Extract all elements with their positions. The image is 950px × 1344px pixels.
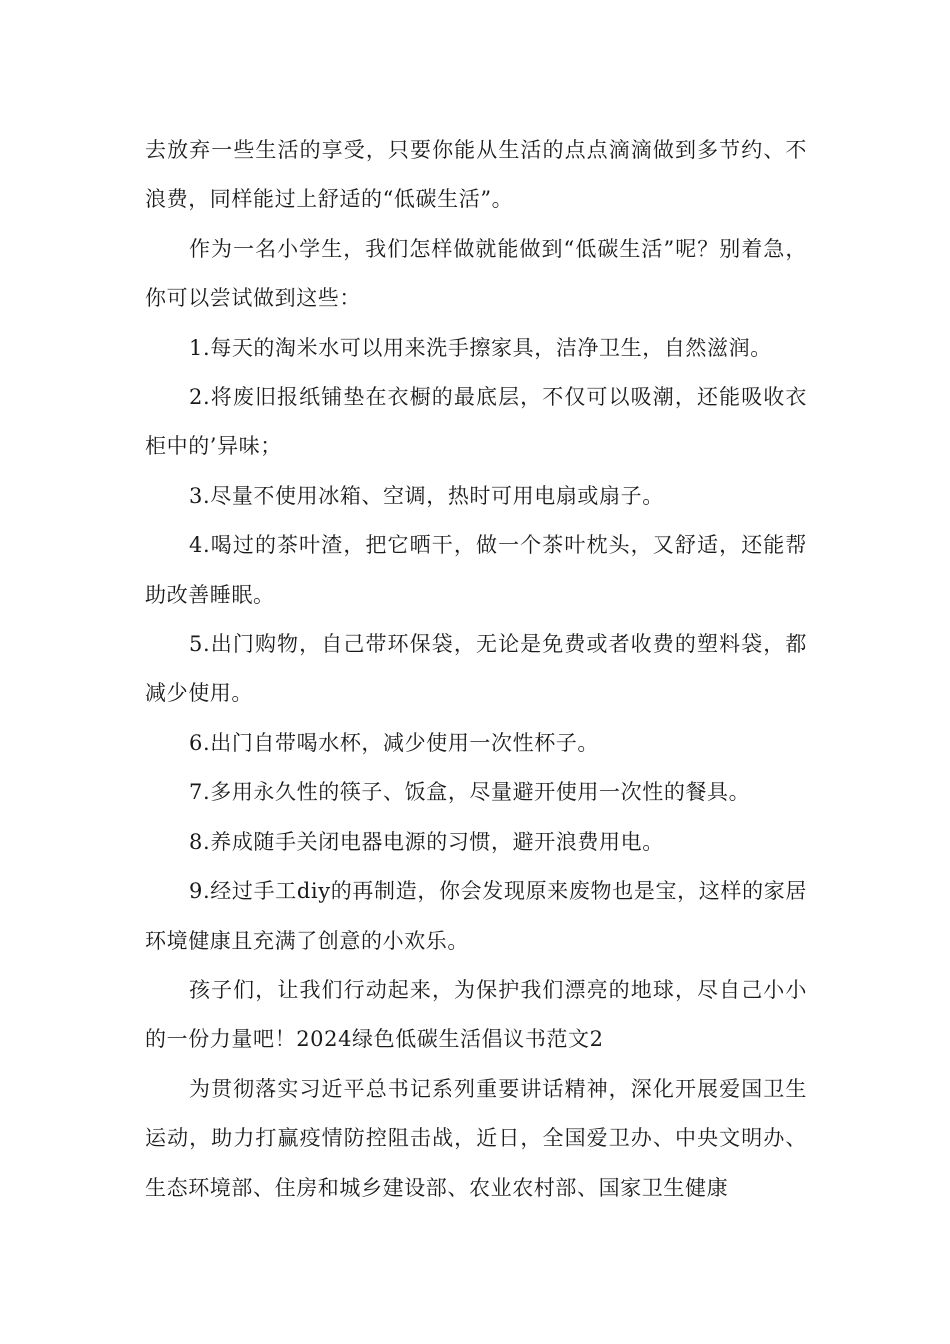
list-item: 4.喝过的茶叶渣，把它晒干，做一个茶叶枕头，又舒适，还能帮助改善睡眠。 [145, 533, 807, 607]
list-item: 8.养成随手关闭电器电源的习惯，避开浪费用电。 [189, 829, 664, 854]
list-item: 9.经过手工diy的再制造，你会发现原来废物也是宝，这样的家居环境健康且充满了创意的小欢乐。 [145, 879, 807, 953]
list-item: 6.出门自带喝水杯，减少使用一次性杯子。 [189, 730, 600, 755]
paragraph: 作为一名小学生，我们怎样做就能做到“低碳生活”呢？别着急，你可以尝试做到这些： [145, 236, 807, 311]
list-item: 3.尽量不使用冰箱、空调，热时可用电扇或扇子。 [189, 483, 664, 508]
list-item: 7.多用永久性的筷子、饭盒，尽量避开使用一次性的餐具。 [189, 780, 751, 805]
list-item: 1.每天的淘米水可以用来洗手擦家具，洁净卫生，自然滋润。 [189, 335, 772, 360]
paragraph: 去放弃一些生活的享受，只要你能从生活的点点滴滴做到多节约、不浪费，同样能过上舒适的“低碳生活”。 [145, 138, 807, 212]
paragraph: 孩子们，让我们行动起来，为保护我们漂亮的地球，尽自己小小的一份力量吧！2024绿色低碳生活倡议书范文2 [145, 977, 807, 1052]
document-body [145, 126, 807, 1213]
list-item: 2.将废旧报纸铺垫在衣橱的最底层，不仅可以吸潮，还能吸收衣柜中的’异味； [145, 385, 807, 459]
list-item: 5.出门购物，自己带环保袋，无论是免费或者收费的塑料袋，都减少使用。 [145, 632, 807, 706]
paragraph: 为贯彻落实习近平总书记系列重要讲话精神，深化开展爱国卫生运动，助力打赢疫情防控阻击战，近日，全国爱卫办、中央文明办、生态环境部、住房和城乡建设部、农业农村部、国家卫生健康 [145, 1076, 807, 1200]
